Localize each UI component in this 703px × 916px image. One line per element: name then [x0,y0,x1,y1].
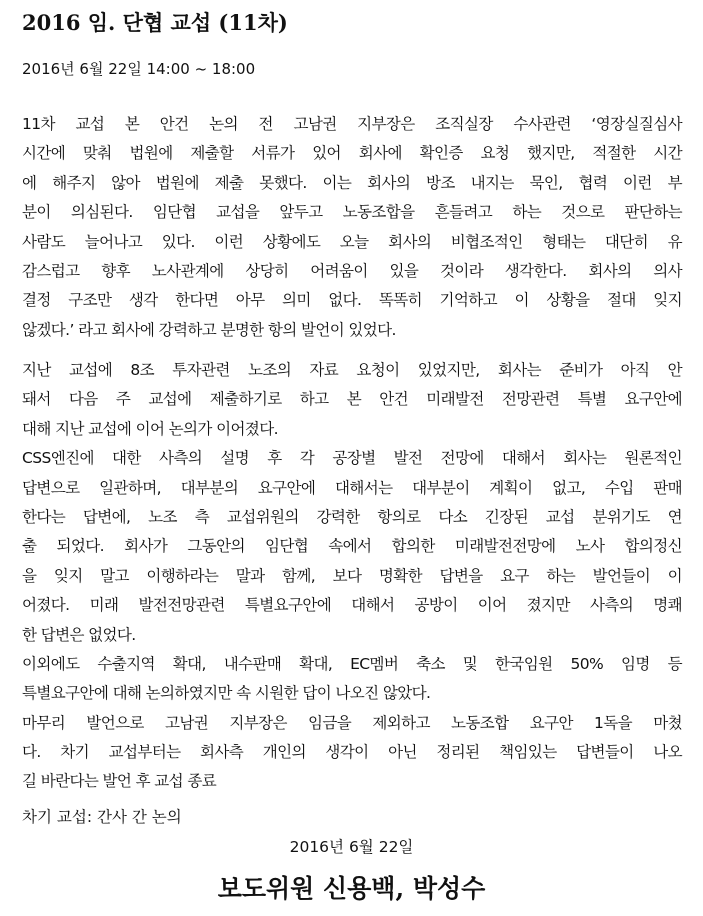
text-line: 마무리 발언으로 고남권 지부장은 임금을 제외하고 노동조합 요구안 1독을 마쳤 [22,713,682,732]
text-line: 출 되었다. 회사가 그동안의 임단협 속에서 합의한 미래발전전망에 노사 합의정신 [22,537,682,556]
text-line: 에 해주지 않아 법원에 제출 못했다. 이는 회사의 방조 내지는 묵인, 협력 이런 부 [22,173,682,192]
text-line: 다. 차기 교섭부터는 회사측 개인의 생각이 아닌 정리된 책임있는 답변들이 나오 [22,743,682,762]
report-date: 2016년 6월 22일 [289,838,414,856]
text-line: 결정 구조만 생각 한다면 아무 의미 없다. 똑똑히 기억하고 이 상황을 절대 잊지 [22,291,682,310]
text-line: 특별요구안에 대해 논의하였지만 속 시원한 답이 나오진 않았다. [22,684,431,703]
text-line: 한 답변은 없었다. [22,625,136,644]
paragraph-protest [22,110,682,345]
text-line: 어졌다. 미래 발전전망관련 특별요구안에 대해서 공방이 이어 졌지만 사측의 명쾌 [22,596,682,615]
next-meeting-note: 차기 교섭: 간사 간 논의 [22,808,182,826]
paragraph-discussion [22,356,682,797]
text-line: 않겠다.’ 라고 회사에 강력하고 분명한 항의 발언이 있었다. [22,320,396,339]
text-line: 한다는 답변에, 노조 측 교섭위원의 강력한 항의로 다소 긴장된 교섭 분위기도 연 [22,507,682,526]
text-line: 분이 의심된다. 임단협 교섭을 앞두고 노동조합을 흔들려고 하는 것으로 판단하는 [22,203,682,222]
text-line: CSS엔진에 대한 사측의 설명 후 각 공장별 발전 전망에 대해서 회사는 원론적인 [22,449,682,468]
text-line: 답변으로 일관하며, 대부분의 요구안에 대해서는 대부분이 계획이 없고, 수입 판매 [22,478,682,497]
text-line: 지난 교섭에 8조 투자관련 노조의 자료 요청이 있었지만, 회사는 준비가 아직 안 [22,361,682,379]
text-line: 길 바란다는 발언 후 교섭 종료 [22,772,217,791]
text-line: 이외에도 수출지역 확대, 내수판매 확대, EC멤버 축소 및 한국임원 50% 임명 등 [22,654,682,673]
reporters-signature: 보도위원 신용백, 박성수 [217,874,486,903]
text-line: 돼서 다음 주 교섭에 제출하기로 하고 본 안건 미래발전 전망관련 특별 요구안에 [22,390,682,409]
document-title: 2016 임. 단협 교섭 (11차) [22,10,288,35]
meeting-datetime: 2016년 6월 22일 14:00 ~ 18:00 [22,60,256,78]
text-line: 을 잊지 말고 이행하라는 말과 함께, 보다 명확한 답변을 요구 하는 발언들이 이 [22,566,682,585]
text-line: 시간에 맞춰 법원에 제출할 서류가 있어 회사에 확인증 요청 했지만, 적절한 시간 [22,144,682,163]
text-line: 대해 지난 교섭에 이어 논의가 이어졌다. [22,419,278,438]
text-line: 사람도 늘어나고 있다. 이런 상황에도 오늘 회사의 비협조적인 형태는 대단히 유 [22,232,682,251]
text-line: 감스럽고 향후 노사관계에 상당히 어려움이 있을 것이라 생각한다. 회사의 의사 [22,261,682,280]
text-line: 11차 교섭 본 안건 논의 전 고남권 지부장은 조직실장 수사관련 ‘영장실질심사 [22,115,682,133]
